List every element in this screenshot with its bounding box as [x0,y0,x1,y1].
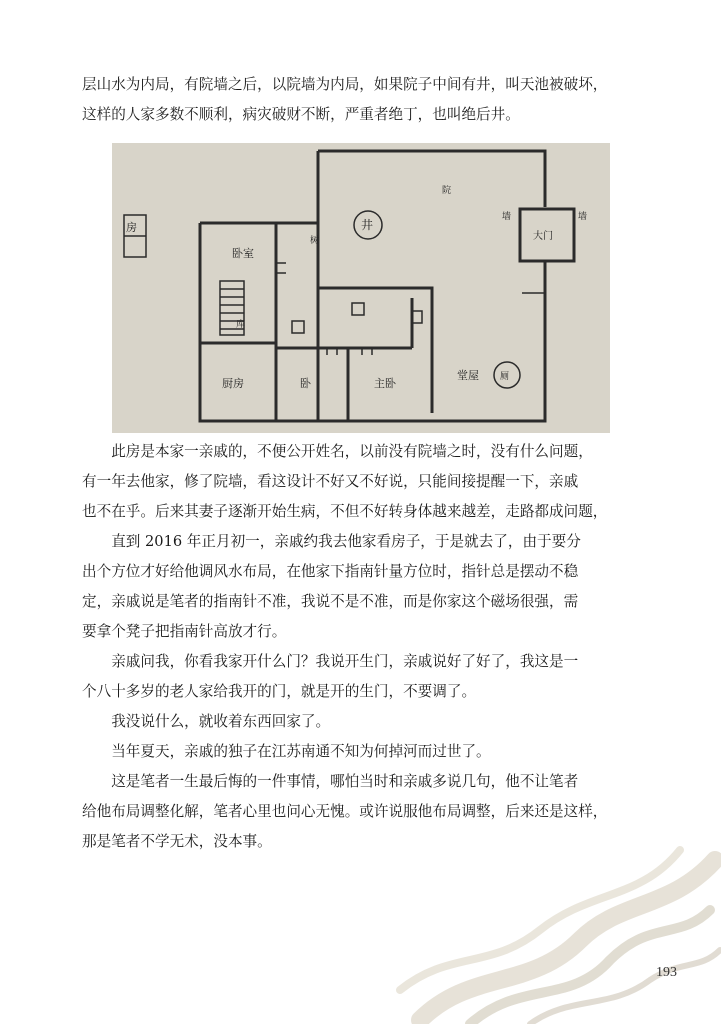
label-kitchen: 厨房 [222,377,244,390]
label-hall: 堂屋 [457,369,479,382]
smoke-decoration [380,820,721,1024]
text-line: 也不在乎。后来其妻子逐渐开始生病，不但不好转身体越来越差，走路都成问题， [82,503,608,520]
intro-paragraph [82,70,642,130]
text-line: 亲戚问我，你看我家开什么门？我说开生门，亲戚说好了好了，我这是一 [111,653,579,670]
label-toilet: 厕 [500,372,510,382]
text-line: 直到 2016 年正月初一，亲戚约我去他家看房子，于是就去了，由于要分 [111,533,581,550]
paragraph-1 [82,437,642,527]
paragraph-4 [82,707,642,737]
text-line: 那是笔者不学无术，没本事。 [82,833,272,850]
paragraph-5 [82,737,642,767]
label-room-b: 主卧 [374,377,396,390]
text-line: 这是笔者一生最后悔的一件事情，哪怕当时和亲戚多说几句，他不让笔者 [111,773,579,790]
label-shed: 库 [236,320,246,330]
text-line: 出个方位才好给他调风水布局，在他家下指南针量方位时，指针总是摆动不稳 [82,563,579,580]
text-line: 有一年去他家，修了院墙，看这设计不好又不好说，只能间接提醒一下，亲戚 [82,473,579,490]
label-yard: 院 [442,186,452,196]
text-line: 当年夏天，亲戚的独子在江苏南通不知为何掉河而过世了。 [111,743,491,760]
label-well: 井 [361,218,374,232]
text-line: 给他布局调整化解，笔者心里也问心无愧。或许说服他布局调整，后来还是这样， [82,803,608,820]
text-line: 此房是本家一亲戚的，不便公开姓名，以前没有院墙之时，没有什么问题， [111,443,593,460]
label-tree: 树 [310,236,320,246]
text-line: 这样的人家多数不顺利，病灾破财不断，严重者绝丁，也叫绝后井。 [82,106,520,123]
floor-plan-drawing [112,143,610,433]
text-line: 我没说什么，就收着东西回家了。 [111,713,331,730]
floor-plan-photo [112,143,610,433]
paragraph-3 [82,647,642,707]
label-gate-side-b: 墙 [578,212,588,222]
label-room-a: 卧 [300,377,311,390]
label-bedroom: 卧室 [232,247,254,260]
text-line: 个八十多岁的老人家给我开的门，就是开的生门，不要调了。 [82,683,477,700]
text-line: 层山水为内局，有院墙之后，以院墙为内局，如果院子中间有井，叫天池被破坏， [82,76,608,93]
label-left-room: 房 [126,221,137,234]
label-gate: 大门 [533,231,553,242]
label-gate-side-a: 墙 [502,212,512,222]
text-line: 要拿个凳子把指南针高放才行。 [82,623,287,640]
page-number: 193 [656,965,677,980]
paragraph-2 [82,527,642,647]
text-line: 定，亲戚说是笔者的指南针不准，我说不是不准，而是你家这个磁场很强，需 [82,593,579,610]
